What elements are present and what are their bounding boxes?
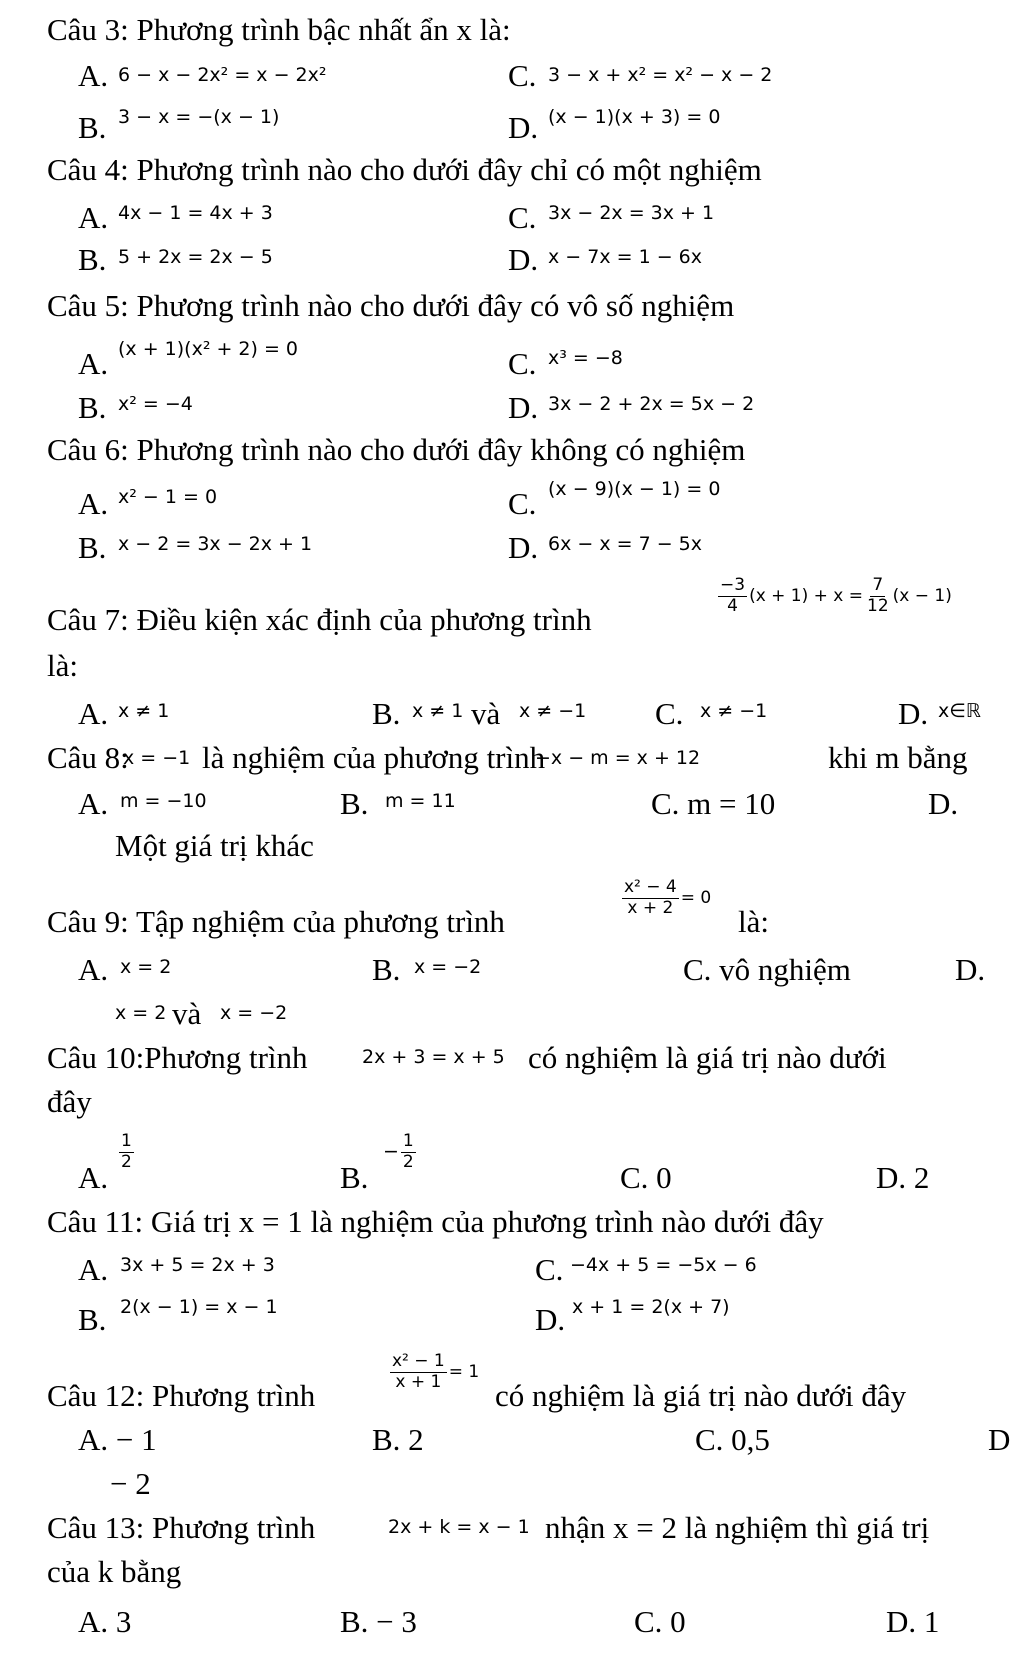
q4-opt-b-label: B. <box>78 242 107 277</box>
q7-opt-d-eq: x∈ℝ <box>938 700 981 722</box>
q10-equation: 2x + 3 = x + 5 <box>362 1046 505 1068</box>
q11-opt-b-label: B. <box>78 1302 107 1337</box>
q3-opt-c-eq: 3 − x + x² = x² − x − 2 <box>548 64 773 86</box>
q6-opt-b-eq: x − 2 = 3x − 2x + 1 <box>118 533 313 555</box>
q8-equation: −x − m = x + 12 <box>535 747 701 769</box>
q13-opt-c: C. 0 <box>634 1604 686 1639</box>
q5-opt-d-label: D. <box>508 390 539 425</box>
q7-title: Câu 7: Điều kiện xác định của phương trình <box>47 602 592 637</box>
q10-opt-b-minus: − <box>383 1140 399 1163</box>
q9-opt-d-eq2: x = −2 <box>220 1002 288 1024</box>
q5-opt-c-label: C. <box>508 346 537 381</box>
q7-eq-mid: (x + 1) + x = <box>749 586 864 607</box>
q8-opt-a-eq: m = −10 <box>120 790 207 812</box>
q10-opt-b-label: B. <box>340 1160 369 1195</box>
q4-opt-a-eq: 4x − 1 = 4x + 3 <box>118 202 273 224</box>
q3-opt-b-eq: 3 − x = −(x − 1) <box>118 106 280 128</box>
q7-opt-c-eq: x ≠ −1 <box>700 700 768 722</box>
q10-opt-a-label: A. <box>78 1160 109 1195</box>
q10-opt-a-frac <box>119 1132 134 1172</box>
q7-opt-b-label: B. <box>372 696 401 731</box>
q8-opt-a-label: A. <box>78 786 109 821</box>
q5-opt-d-eq: 3x − 2 + 2x = 5x − 2 <box>548 393 755 415</box>
q11-opt-d-label: D. <box>535 1302 566 1337</box>
q3-opt-a-label: A. <box>78 58 109 93</box>
q12-frac-den: x + 1 <box>395 1371 442 1392</box>
q11-opt-c-label: C. <box>535 1252 564 1287</box>
q10-opt-a-num: 1 <box>121 1131 132 1151</box>
q7-opt-c-label: C. <box>655 696 684 731</box>
q7-opt-b-eq1: x ≠ 1 <box>412 700 464 722</box>
q3-opt-d-eq: (x − 1)(x + 3) = 0 <box>548 106 721 128</box>
q3-opt-a-eq: 6 − x − 2x² = x − 2x² <box>118 64 327 86</box>
q12-title: Câu 12: Phương trình <box>47 1378 316 1413</box>
q4-title: Câu 4: Phương trình nào cho dưới đây chỉ có một nghiệm <box>47 152 762 187</box>
q9-opt-d-eq1: x = 2 <box>115 1002 167 1024</box>
q9-frac <box>622 878 679 918</box>
q9-opt-b-label: B. <box>372 952 401 987</box>
q12-opt-c: C. 0,5 <box>695 1422 770 1457</box>
q7-frac1-num: −3 <box>720 575 746 595</box>
q6-opt-d-eq: 6x − x = 7 − 5x <box>548 533 702 555</box>
q7-opt-b-eq2: x ≠ −1 <box>519 700 587 722</box>
q8-opt-d-text: Một giá trị khác <box>115 828 314 863</box>
q9-frac-den: x + 2 <box>627 897 674 918</box>
q10-opt-b-den: 2 <box>402 1151 414 1172</box>
q4-opt-d-label: D. <box>508 242 539 277</box>
q11-opt-c-eq: −4x + 5 = −5x − 6 <box>570 1254 757 1276</box>
q12-opt-b: B. 2 <box>372 1422 424 1457</box>
q10-opt-b-frac <box>401 1132 416 1172</box>
q13-opt-d: D. 1 <box>886 1604 940 1639</box>
q3-opt-d-label: D. <box>508 110 539 145</box>
q3-opt-b-label: B. <box>78 110 107 145</box>
q7-opt-d-label: D. <box>898 696 929 731</box>
q7-frac2-den: 12 <box>867 595 889 616</box>
q11-opt-d-eq: x + 1 = 2(x + 7) <box>572 1296 730 1318</box>
q7-frac1 <box>718 576 747 616</box>
q10-title-line2: đây <box>47 1084 92 1119</box>
q13-opt-a: A. 3 <box>78 1604 132 1639</box>
q6-opt-d-label: D. <box>508 530 539 565</box>
q8-opt-b-label: B. <box>340 786 369 821</box>
q4-opt-a-label: A. <box>78 200 109 235</box>
q9-eq-rhs: = 0 <box>680 888 712 909</box>
q8-opt-b-eq: m = 11 <box>385 790 456 812</box>
q4-opt-c-eq: 3x − 2x = 3x + 1 <box>548 202 715 224</box>
q7-opt-b-and: và <box>471 696 501 731</box>
q5-opt-a-eq: (x + 1)(x² + 2) = 0 <box>118 338 299 360</box>
q9-opt-a-label: A. <box>78 952 109 987</box>
q5-opt-c-eq: x³ = −8 <box>548 347 623 369</box>
q10-opt-c: C. 0 <box>620 1160 672 1195</box>
q6-title: Câu 6: Phương trình nào cho dưới đây không có nghiệm <box>47 432 746 467</box>
q12-frac <box>390 1352 447 1392</box>
q4-opt-d-eq: x − 7x = 1 − 6x <box>548 246 702 268</box>
q5-opt-b-eq: x² = −4 <box>118 393 193 415</box>
q9-opt-c: C. vô nghiệm <box>683 952 851 987</box>
q10-opt-a-den: 2 <box>121 1151 132 1172</box>
q9-equation <box>620 878 711 918</box>
q13-title: Câu 13: Phương trình <box>47 1510 316 1545</box>
q13-equation: 2x + k = x − 1 <box>388 1516 530 1538</box>
q8-text1: là nghiệm của phương trình <box>202 740 546 775</box>
q3-opt-c-label: C. <box>508 58 537 93</box>
q10-title-tail: có nghiệm là giá trị nào dưới <box>528 1040 887 1075</box>
q8-condition: x = −1 <box>123 747 191 769</box>
q7-frac2 <box>865 576 891 616</box>
q10-title: Câu 10:Phương trình <box>47 1040 308 1075</box>
q7-frac2-num: 7 <box>872 575 884 595</box>
q11-opt-a-eq: 3x + 5 = 2x + 3 <box>120 1254 275 1276</box>
q12-opt-d-label: D <box>988 1422 1011 1457</box>
q10-opt-a-val <box>117 1132 136 1172</box>
q12-equation <box>388 1352 479 1392</box>
q8-title: Câu 8: <box>47 740 129 775</box>
q9-opt-d-and: và <box>172 996 202 1031</box>
q8-text2: khi m bằng <box>828 740 968 775</box>
q12-eq-rhs: = 1 <box>448 1362 480 1383</box>
q6-opt-a-label: A. <box>78 486 109 521</box>
q6-opt-c-label: C. <box>508 486 537 521</box>
q10-opt-d: D. 2 <box>876 1160 930 1195</box>
q7-eq-tail: (x − 1) <box>892 586 952 607</box>
q10-opt-b-val <box>383 1132 418 1172</box>
q12-frac-num: x² − 1 <box>392 1351 445 1371</box>
q7-equation <box>716 576 952 616</box>
q12-opt-a: A. − 1 <box>78 1422 157 1457</box>
q7-opt-a-label: A. <box>78 696 109 731</box>
q6-opt-a-eq: x² − 1 = 0 <box>118 486 218 508</box>
q5-opt-b-label: B. <box>78 390 107 425</box>
q8-opt-d-label: D. <box>928 786 959 821</box>
q6-opt-c-eq: (x − 9)(x − 1) = 0 <box>548 478 721 500</box>
q7-title-line2: là: <box>47 648 78 683</box>
q11-title: Câu 11: Giá trị x = 1 là nghiệm của phương trình nào dưới đây <box>47 1204 824 1239</box>
q13-opt-b: B. − 3 <box>340 1604 417 1639</box>
q5-title: Câu 5: Phương trình nào cho dưới đây có vô số nghiệm <box>47 288 735 323</box>
q10-opt-b-num: 1 <box>402 1131 414 1151</box>
q12-opt-d-val: − 2 <box>110 1466 151 1501</box>
q4-opt-b-eq: 5 + 2x = 2x − 5 <box>118 246 273 268</box>
q12-title-tail: có nghiệm là giá trị nào dưới đây <box>495 1378 907 1413</box>
q4-opt-c-label: C. <box>508 200 537 235</box>
q9-title: Câu 9: Tập nghiệm của phương trình <box>47 904 505 939</box>
q6-opt-b-label: B. <box>78 530 107 565</box>
q13-title-line2: của k bằng <box>47 1554 182 1589</box>
q7-opt-a-eq: x ≠ 1 <box>118 700 170 722</box>
q9-opt-b-eq: x = −2 <box>414 956 482 978</box>
q9-opt-d-label: D. <box>955 952 986 987</box>
q5-opt-a-label: A. <box>78 346 109 381</box>
q11-opt-b-eq: 2(x − 1) = x − 1 <box>120 1296 278 1318</box>
q7-frac1-den: 4 <box>727 595 738 616</box>
q13-title-tail: nhận x = 2 là nghiệm thì giá trị <box>545 1510 930 1545</box>
q9-title-tail: là: <box>738 904 769 939</box>
q9-frac-num: x² − 4 <box>624 877 677 897</box>
q3-title: Câu 3: Phương trình bậc nhất ẩn x là: <box>47 12 511 47</box>
q11-opt-a-label: A. <box>78 1252 109 1287</box>
q8-opt-c: C. m = 10 <box>651 786 776 821</box>
q9-opt-a-eq: x = 2 <box>120 956 172 978</box>
